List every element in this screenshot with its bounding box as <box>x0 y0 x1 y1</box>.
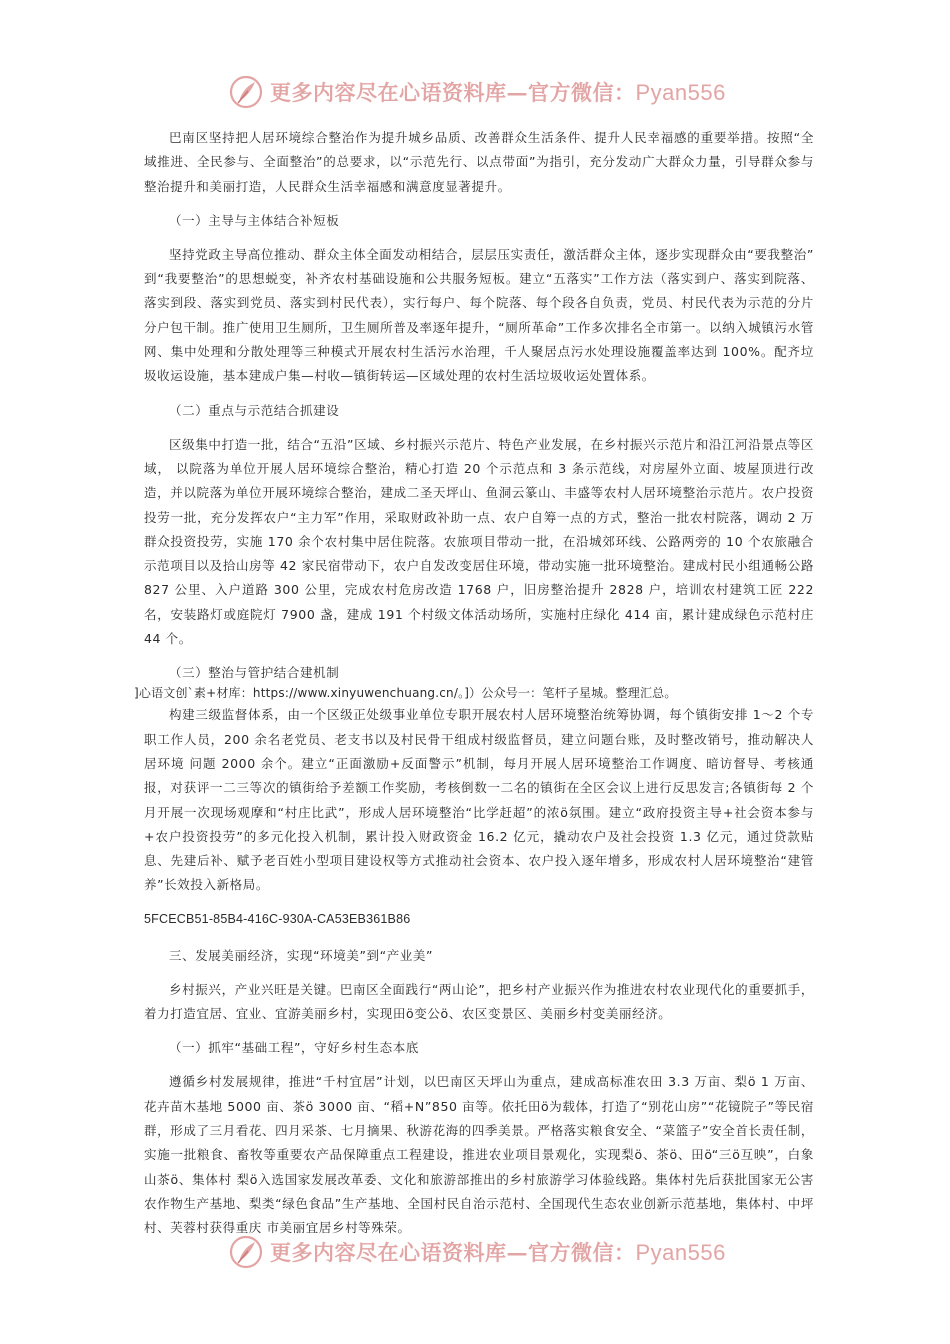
intro-paragraph: 巴南区坚持把人居环境综合整治作为提升城乡品质、改善群众生活条件、提升人民幸福感的重要举措。按照“全域推进、全民参与、全面整治”的总要求，以“示范先行、以点带面”为指引，充分发动广大群众力量，引导群众参与整治提升和美丽打造，人民群众生活幸福感和满意度显著提升。 <box>144 130 814 194</box>
document-body <box>134 126 814 1250</box>
document-code: 5FCECB51-85B4-416C-930A-CA53EB361B86 <box>144 911 411 926</box>
paragraph-1: 坚持党政主导高位推动、群众主体全面发动相结合，层层压实责任，激活群众主体，逐步实现群众由“要我整治” 到“我要整治”的思想蜕变，补齐农村基础设施和公共服务短板。建立“五落实”工作方法（落实到户、落实到院落、落实到段、落实到党员、落实到村民代表），实行每户、每个院落、每个段各自负责，党员、村民代表为示范的分片分户包干制。推广使用卫生厕所，卫生厕所普及率逐年提升，“厕所革命”工作多次排名全市第一。以纳入城镇污水管网、集中处理和分散处理等三种模式开展农村生活污水治理，千人聚居点污水处理设施覆盖率达到 100%。配齐垃圾收运设施，基本建成户集—村收—镇街转运—区域处理的农村生活垃圾收运处置体系。 <box>144 246 814 384</box>
subheading-4: （一）抓牢“基础工程”，守好乡村生态本底 <box>169 1040 419 1056</box>
banner-text: 更多内容尽在心语资料库—官方微信：Pyan556 <box>270 80 726 105</box>
header-banner <box>228 72 748 112</box>
source-note: ]心语文创`素+材库：https://www.xinyuwenchuang.cn/。]）公众号一：笔杆子星城。整理汇总。 <box>134 686 677 701</box>
paragraph-2: 区级集中打造一批，结合“五沿”区域、乡村振兴示范片、特色产业发展，在乡村振兴示范片和沿江河沿景点等区域， 以院落为单位开展人居环境综合整治，精心打造 20 个示范点和 3 条示范线，对房屋外立面、坡屋顶进行改造，并以院落为单位开展环境综合整治，建成二圣天坪山、鱼洞云篆山、丰盛等农村人居环境整治示范片。农户投资投劳一批，充分发挥农户“主力军”作用，采取财政补助一点、农户自筹一点的方式，整治一批农村院落，调动 2 万群众投资投劳，实施 170 余个农村集中居住院落。农旅项目带动一批，在沿城郊环线、公路两旁的 10 个农旅融合示范项目以及拾山房等 42 家民宿带动下，农户自发改变居住环境，带动实施一批环境整治。建成村民小组通畅公路 827 公里、入户道路 300 公里，完成农村危房改造 1768 户，旧房整治提升 2828 户，培训农村建筑工匠 222 名，安装路灯或庭院灯 7900 盏，建成 191 个村级文体活动场所，实施村庄绿化 414 亩，累计建成绿色示范村庄 44 个。 <box>144 436 814 647</box>
footer-banner <box>228 1232 748 1272</box>
section-heading-3: 三、发展美丽经济，实现“环境美”到“产业美” <box>169 947 434 963</box>
feather-logo-icon <box>228 1234 264 1270</box>
paragraph-5: 遵循乡村发展规律，推进“千村宜居”计划，以巴南区天坪山为重点，建成高标准农田 3.3 万亩、梨ö 1 万亩、花卉苗木基地 5000 亩、茶ö 3000 亩、“稻+N”850 亩等。依托田ö为载体，打造了“别花山房”“花镜院子”等民宿群，形成了三月看花、四月采茶、七月摘果、秋游花海的四季美景。严格落实粮食安全、“菜篮子”安全首长责任制，实施一批粮食、畜牧等重要农产品保障重点工程建设，推进农业项目景观化，实现梨ö、茶ö、田ö“三ö互映”，白象山茶ö、集体村 梨ö入选国家发展改革委、文化和旅游部推出的乡村旅游学习体验线路。集体村先后获批国家无公害农作物生产基地、梨类“绿色食品”生产基地、全国村民自治示范村、全国现代生态农业创新示范基地，集体村、中坪村、芙蓉村获得重庆 市美丽宜居乡村等殊荣。 <box>144 1074 814 1236</box>
wechat-id: Pyan556 <box>635 80 726 105</box>
banner-text: 更多内容尽在心语资料库—官方微信：Pyan556 <box>270 1240 726 1265</box>
paragraph-4: 乡村振兴，产业兴旺是关键。巴南区全面践行“两山论”，把乡村产业振兴作为推进农村农业现代化的重要抓手，着力打造宜居、宜业、宜游美丽乡村，实现田ö变公ö、农区变景区、美丽乡村变美丽经济。 <box>144 981 814 1022</box>
subheading-3: （三）整治与管护结合建机制 <box>169 665 340 681</box>
feather-logo-icon <box>228 74 264 110</box>
wechat-id: Pyan556 <box>635 1240 726 1265</box>
subheading-2: （二）重点与示范结合抓建设 <box>169 402 340 418</box>
paragraph-3: 构建三级监督体系，由一个区级正处级事业单位专职开展农村人居环境整治统筹协调，每个镇街安排 1～2 个专职工作人员，200 余名老党员、老支书以及村民骨干组成村级监督员，建立问题台账，及时整改销号，推动解决人居环境 问题 2000 余个。建立“正面激励+反面警示”机制，每月开展人居环境整治工作调度、暗访督导、考核通报，对获评一二三等次的镇街给予差额工作奖励，考核倒数一二名的镇街在全区会议上进行反思发言;各镇街每 2 个月开展一次现场观摩和“村庄比武”，形成人居环境整治“比学赶超”的浓ö氛围。建立“政府投资主导+社会资本参与+农户投资投劳”的多元化投入机制，累计投入财政资金 16.2 亿元，撬动农户及社会投资 1.3 亿元，通过贷款贴息、先建后补、赋予老百姓小型项目建设权等方式推动社会资本、农户投入逐年增多，形成农村人居环境整治“建管养”长效投入新格局。 <box>144 707 814 893</box>
subheading-1: （一）主导与主体结合补短板 <box>169 212 340 228</box>
